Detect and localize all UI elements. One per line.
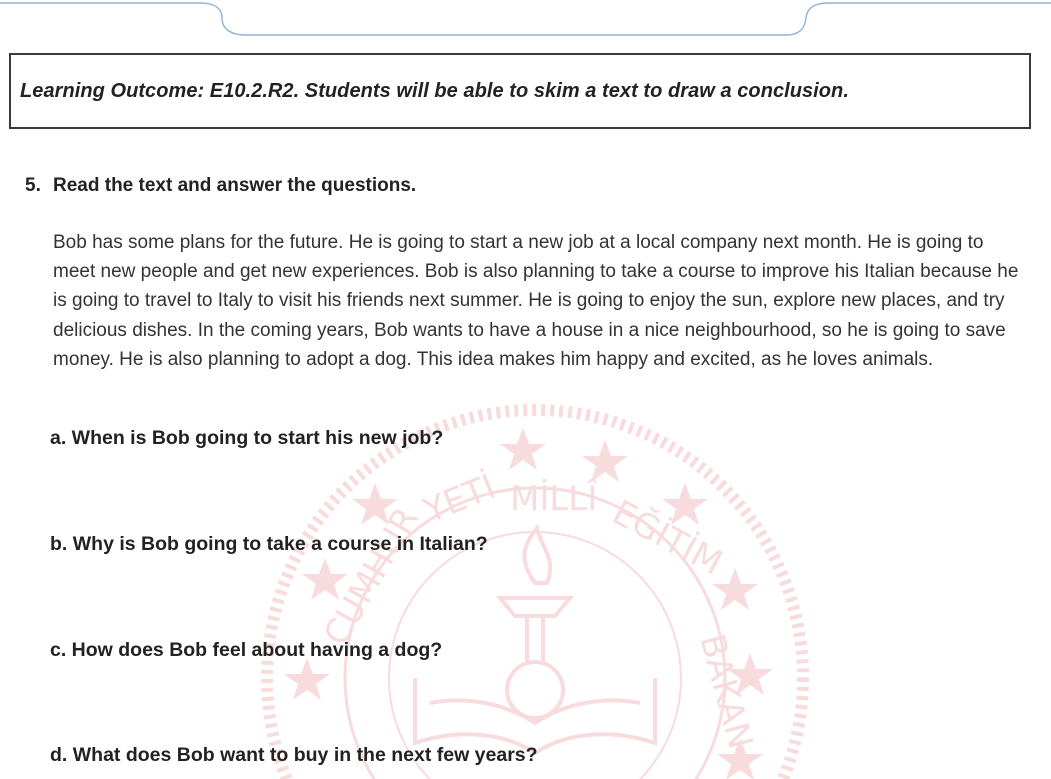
svg-text:CUMHUR: CUMHUR bbox=[316, 500, 427, 653]
svg-text:MİLLÎ: MİLLÎ bbox=[510, 479, 598, 519]
svg-text:BAKAN: BAKAN bbox=[691, 629, 761, 754]
header-tab-decoration bbox=[0, 0, 1051, 40]
svg-text:YETİ: YETİ bbox=[418, 466, 502, 532]
seal-torch-book bbox=[415, 528, 655, 753]
learning-outcome-box bbox=[9, 53, 1031, 129]
question-c: c. How does Bob feel about having a dog? bbox=[50, 639, 443, 661]
question-a: a. When is Bob going to start his new job? bbox=[50, 427, 444, 449]
question-d: d. What does Bob want to buy in the next few years? bbox=[50, 744, 538, 766]
learning-outcome-text: Learning Outcome: E10.2.R2. Students will be able to skim a text to draw a conclusion. bbox=[20, 79, 849, 102]
task-number: 5. bbox=[25, 175, 41, 196]
seal-stars bbox=[284, 428, 773, 779]
ministry-seal-watermark bbox=[255, 398, 815, 779]
question-b: b. Why is Bob going to take a course in Italian? bbox=[50, 533, 488, 555]
svg-text:EĞİTİM: EĞİTİM bbox=[605, 492, 729, 584]
reading-passage: Bob has some plans for the future. He is going to start a new job at a local company next month. He is going to meet new people and get new experiences. Bob is also planning to take a course to improve his Italian because he is going to travel to Italy to visit his friends next summer. He is going to enjoy the sun, explore new places, and try delicious dishes. In the coming years, Bob wants to have a house in a nice neighbourhood, so he is going to save money. He is also planning to adopt a dog. This idea makes him happy and excited, as he loves animals. bbox=[53, 232, 1019, 370]
task-heading bbox=[25, 175, 416, 197]
task-instruction: Read the text and answer the questions. bbox=[53, 175, 417, 196]
